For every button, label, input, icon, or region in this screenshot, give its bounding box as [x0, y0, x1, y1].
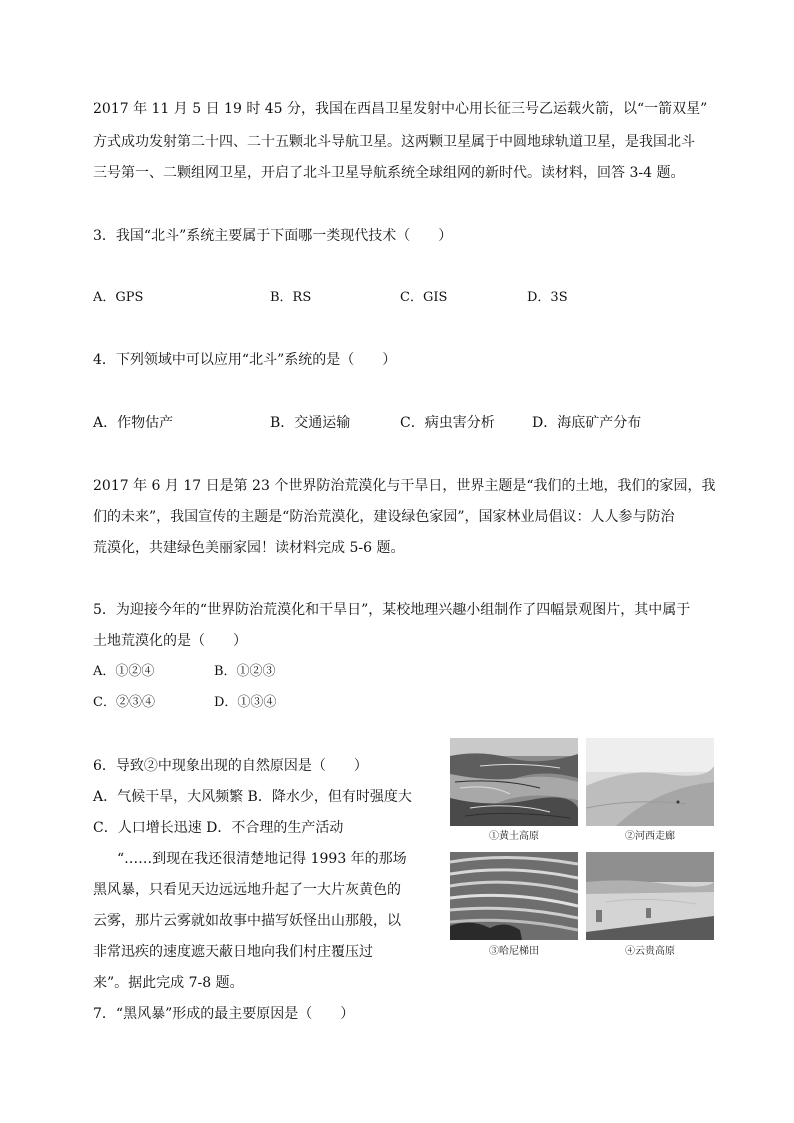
- question-4-option-c: C．病虫害分析: [400, 415, 495, 431]
- question-3-stem: 3．我国“北斗”系统主要属于下面哪一类现代技术（ ）: [93, 228, 453, 244]
- question-4-option-b: B．交通运输: [270, 415, 351, 431]
- question-6-options-line-1: A．气候干旱，大风频繁 B．降水少，但有时强度大: [93, 789, 412, 805]
- question-3-option-c: C．GIS: [400, 290, 448, 305]
- loess-plateau-photo: [450, 738, 578, 826]
- photo-caption-1: ①黄土高原: [489, 831, 539, 842]
- question-3-option-d: D．3S: [527, 290, 568, 305]
- photo-caption-2: ②河西走廊: [625, 831, 675, 842]
- passage2-line-2: 们的未来”，我国宣传的主题是“防治荒漠化，建设绿色家园”，国家林业局倡议：人人参与防治: [93, 509, 675, 525]
- question-3-option-a: A．GPS: [93, 290, 144, 305]
- passage2-line-1: 2017 年 6 月 17 日是第 23 个世界防治荒漠化与干旱日，世界主题是“我们的土地，我们的家园，我: [93, 478, 716, 494]
- question-4-option-d: D．海底矿产分布: [532, 415, 642, 431]
- hexi-corridor-photo: [586, 738, 714, 826]
- photo-caption-3: ③哈尼梯田: [489, 946, 539, 957]
- passage3-line-1: “……到现在我还很清楚地记得 1993 年的那场: [117, 851, 407, 867]
- question-6-options-line-2: C．人口增长迅速 D．不合理的生产活动: [93, 820, 344, 836]
- passage2-line-3: 荒漠化，共建绿色美丽家园！读材料完成 5-6 题。: [93, 540, 405, 556]
- passage3-line-4: 非常迅疾的速度遮天蔽日地向我们村庄覆压过: [93, 944, 373, 960]
- question-5-stem-line-1: 5．为迎接今年的“世界防治荒漠化和干旱日”，某校地理兴趣小组制作了四幅景观图片，其中属于: [93, 602, 691, 618]
- yungui-plateau-photo: [586, 852, 714, 940]
- question-4-option-a: A．作物估产: [93, 415, 174, 431]
- passage3-line-2: 黑风暴，只看见天边远远地升起了一大片灰黄色的: [93, 882, 401, 898]
- question-3-option-b: B．RS: [270, 290, 312, 305]
- passage3-line-5: 来”。据此完成 7-8 题。: [93, 975, 244, 991]
- hani-terraces-photo: [450, 852, 578, 940]
- passage1-line-3: 三号第一、二颗组网卫星，开启了北斗卫星导航系统全球组网的新时代。读材料，回答 3-4 题。: [93, 165, 685, 181]
- question-5-option-d: D．①③④: [214, 695, 277, 710]
- passage3-line-3: 云雾，那片云雾就如故事中描写妖怪出山那般，以: [93, 913, 401, 929]
- passage1-line-2: 方式成功发射第二十四、二十五颗北斗导航卫星。这两颗卫星属于中圆地球轨道卫星，是我国北斗: [93, 134, 695, 150]
- question-7-stem: 7．“黑风暴”形成的最主要原因是（ ）: [93, 1006, 355, 1022]
- photo-caption-4: ④云贵高原: [625, 946, 675, 957]
- question-5-option-b: B．①②③: [214, 664, 276, 679]
- question-5-option-a: A．①②④: [93, 664, 155, 679]
- question-5-option-c: C．②③④: [93, 695, 155, 710]
- passage1-line-1: 2017 年 11 月 5 日 19 时 45 分，我国在西昌卫星发射中心用长征三号乙运载火箭，以“一箭双星”: [93, 101, 708, 117]
- question-4-stem: 4．下列领域中可以应用“北斗”系统的是（ ）: [93, 352, 397, 368]
- question-5-stem-line-2: 土地荒漠化的是（ ）: [93, 633, 247, 649]
- question-6-stem: 6．导致②中现象出现的自然原因是（ ）: [93, 758, 368, 774]
